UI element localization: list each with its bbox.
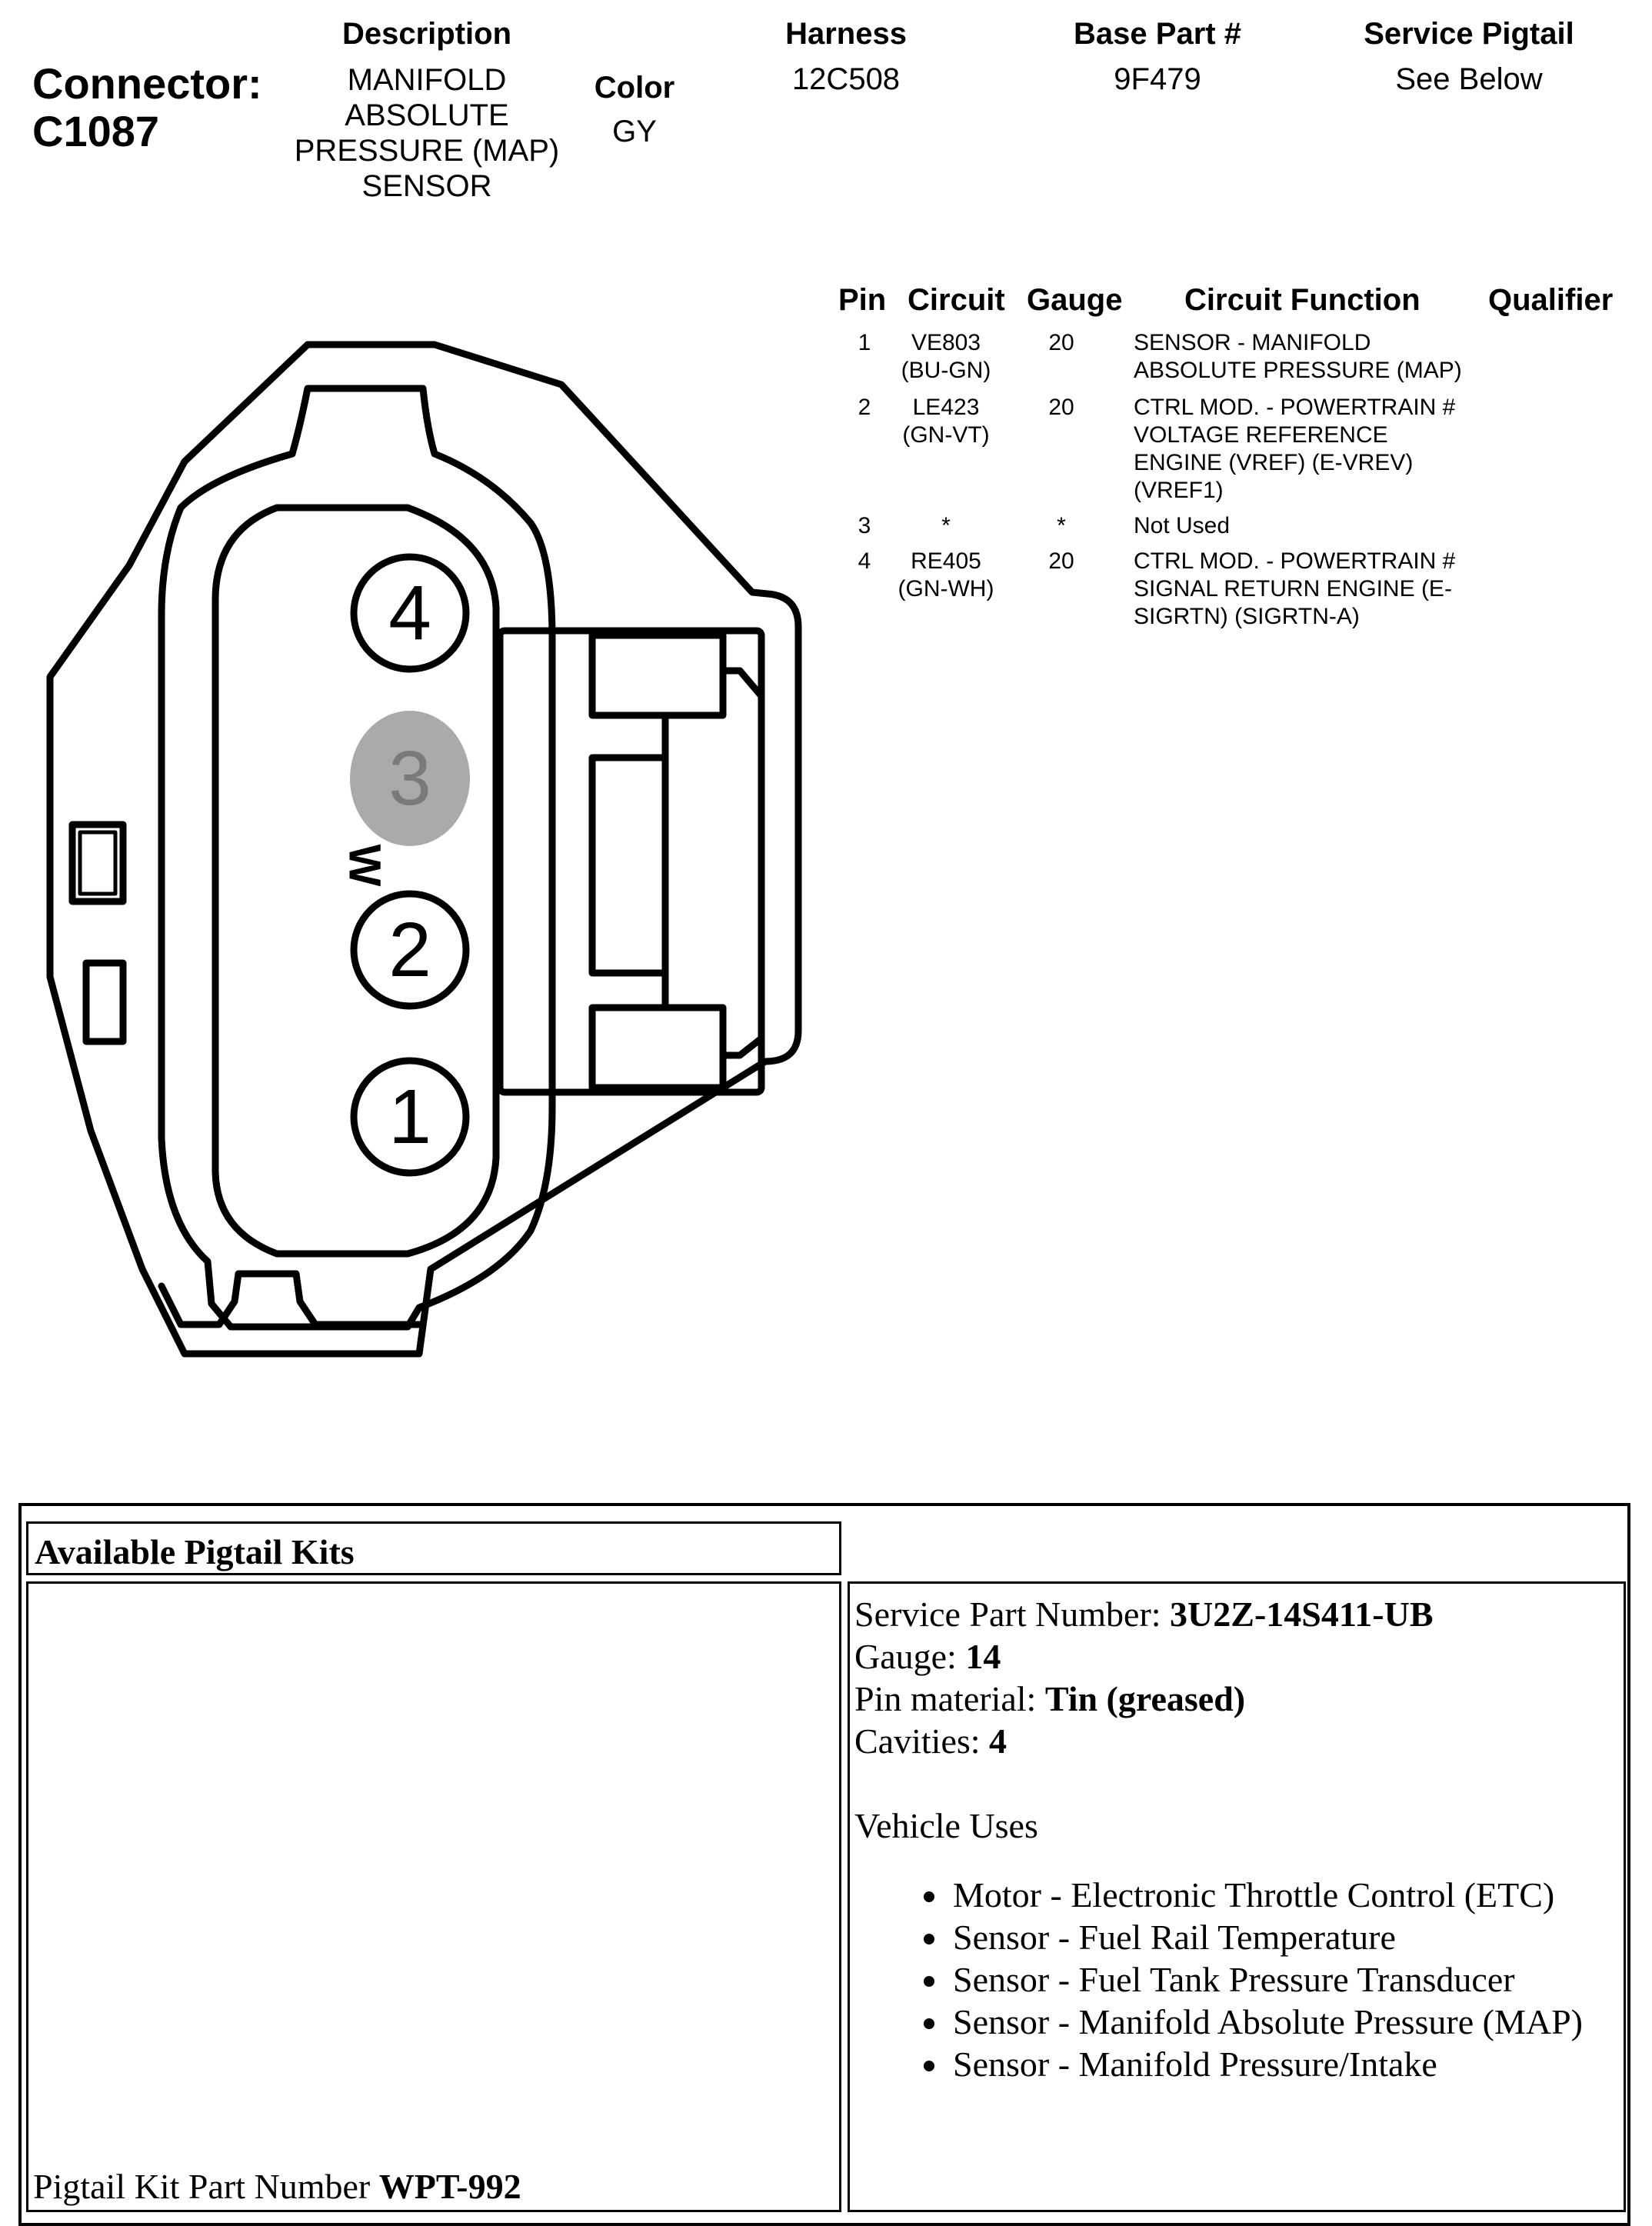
- pin-label-4: 4: [388, 570, 431, 656]
- pin-1: [354, 1061, 466, 1173]
- list-item: • Sensor - Manifold Absolute Pressure (MAP): [950, 2001, 1583, 2043]
- gauge-line: [854, 1635, 1583, 1678]
- circuit-function: SENSOR - MANIFOLD ABSOLUTE PRESSURE (MAP): [1134, 330, 1462, 383]
- pin-header: Pin: [838, 283, 887, 317]
- service-part-value: 3U2Z-14S411-UB: [1170, 1595, 1434, 1634]
- latch-center-slot: [592, 758, 665, 973]
- pigtail-kit-details: [854, 1593, 1583, 2085]
- pin-material-line: [854, 1678, 1583, 1720]
- circuit-code: LE423 (GN-VT): [902, 395, 990, 448]
- wire-gauge: 20: [1048, 330, 1074, 355]
- pin-4: [354, 557, 466, 669]
- wire-gauge: 20: [1048, 548, 1074, 574]
- circuit-header: Circuit: [908, 283, 1005, 317]
- cavities-label: Cavities:: [854, 1721, 981, 1761]
- position-marker: W: [339, 844, 390, 887]
- description-label: Description: [341, 17, 512, 51]
- pigtail-kits-header-cell: [26, 1521, 841, 1575]
- pigtail-kit-part-number: [33, 2166, 521, 2207]
- left-tab-lower: [86, 963, 123, 1041]
- pigtail-kit-image-cell: [26, 1581, 841, 2212]
- service-pigtail-label: Service Pigtail: [1364, 17, 1574, 51]
- service-part-line: [854, 1593, 1583, 1635]
- base-part-value: 9F479: [1114, 62, 1201, 96]
- list-item: • Sensor - Fuel Tank Pressure Transducer: [950, 1958, 1583, 2001]
- list-item: • Sensor - Manifold Pressure/Intake: [950, 2043, 1583, 2085]
- locating-notch: [162, 1274, 419, 1325]
- pin-material-label: Pin material:: [854, 1679, 1037, 1718]
- wire-gauge: *: [1057, 513, 1066, 538]
- pigtail-kit-details-cell: [848, 1581, 1626, 2212]
- pin-number: 4: [858, 548, 871, 574]
- pin-label-1: 1: [388, 1074, 431, 1160]
- gauge-header: Gauge: [1027, 283, 1123, 317]
- kit-gauge-label: Gauge:: [854, 1637, 957, 1676]
- description-value: MANIFOLD ABSOLUTE PRESSURE (MAP) SENSOR: [294, 63, 560, 203]
- pin-number: 1: [858, 330, 871, 355]
- cavities-value: 4: [989, 1721, 1008, 1761]
- circuit-function: CTRL MOD. - POWERTRAIN # SIGNAL RETURN ENGINE (E- SIGRTN) (SIGRTN-A): [1134, 548, 1456, 629]
- kit-gauge-value: 14: [965, 1637, 1001, 1676]
- wire-gauge: 20: [1048, 395, 1074, 420]
- connector-face-diagram: [0, 0, 846, 1400]
- connector-title-label: Connector:: [32, 59, 262, 108]
- harness-value: 12C508: [791, 62, 901, 96]
- circuit-code: *: [941, 513, 951, 538]
- pin-label-2: 2: [388, 907, 431, 993]
- list-item: • Sensor - Fuel Rail Temperature: [950, 1916, 1583, 1958]
- circuit-code: RE405 (GN-WH): [898, 548, 994, 601]
- base-part-label: Base Part #: [1074, 17, 1241, 51]
- pigtail-kits-header: Available Pigtail Kits: [35, 1532, 355, 1571]
- cavities-line: [854, 1720, 1583, 1762]
- list-item: • Motor - Electronic Throttle Control (ETC): [950, 1874, 1583, 1916]
- pin-number: 2: [858, 395, 871, 420]
- harness-label: Harness: [785, 17, 907, 51]
- service-pigtail-value: See Below: [1395, 62, 1543, 96]
- base-part-block: [1042, 17, 1273, 97]
- pin-3-unused: [350, 711, 470, 846]
- pin-material-value: Tin (greased): [1044, 1679, 1246, 1718]
- kit-part-value: WPT-992: [378, 2167, 521, 2206]
- service-part-label: Service Part Number:: [854, 1595, 1161, 1634]
- pin-number: 3: [858, 513, 871, 538]
- color-label: Color: [594, 71, 675, 105]
- qualifier-header: Qualifier: [1488, 283, 1614, 317]
- vehicle-uses-label: Vehicle Uses: [854, 1806, 1038, 1845]
- latch-bottom-block: [592, 1008, 723, 1088]
- kit-part-label: Pigtail Kit Part Number: [33, 2167, 371, 2206]
- color-value: GY: [612, 115, 657, 148]
- circuit-function: Not Used: [1134, 513, 1231, 538]
- circuit-function: CTRL MOD. - POWERTRAIN # VOLTAGE REFERENCE ENGINE (VREF) (E-VREV) (VREF1): [1134, 395, 1456, 503]
- latch-top-block: [592, 635, 723, 715]
- service-pigtail-block: [1338, 17, 1600, 97]
- pin-label-3: 3: [388, 735, 431, 821]
- circuit-code: VE803 (BU-GN): [901, 330, 991, 383]
- circuit-function-header: Circuit Function: [1184, 283, 1421, 317]
- vehicle-uses-list: [854, 1874, 1583, 2085]
- connector-id: C1087: [32, 107, 160, 155]
- pin-2: [354, 894, 466, 1006]
